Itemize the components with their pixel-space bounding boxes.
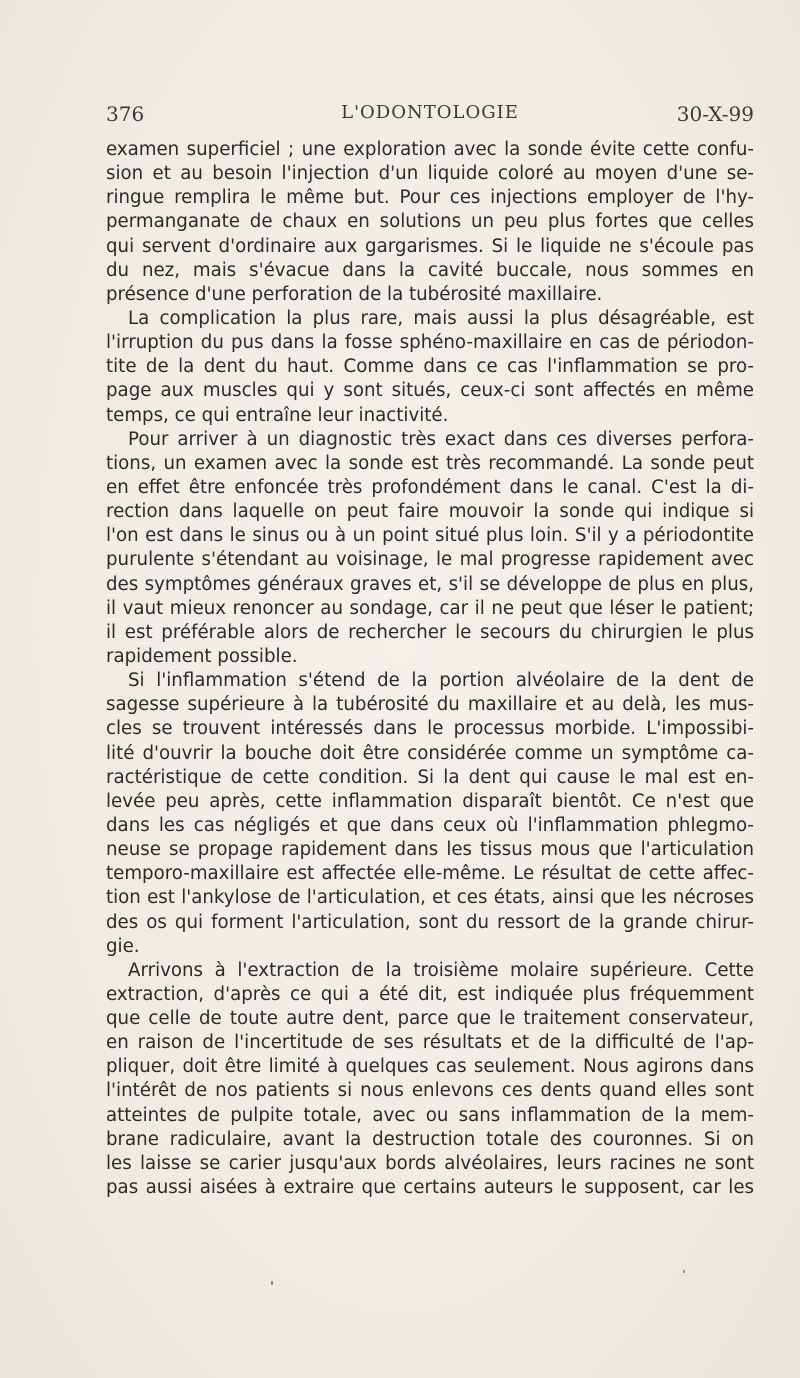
text-line: tions, un examen avec la sonde est très recommandé. La sonde peut [106,452,754,474]
text-line: Si l'inflammation s'étend de la portion alvéolaire de la dent de [128,670,754,692]
text-line: La complication la plus rare, mais aussi la plus désagréable, est [128,307,754,329]
running-title: L'ODONTOLOGIE [341,102,519,123]
text-line: sion et au besoin l'injection d'un liquide coloré au moyen d'une se- [106,163,754,185]
text-line: brane radiculaire, avant la destruction totale des couronnes. Si on [106,1128,754,1150]
text-line: tion est l'ankylose de l'articulation, et ces états, ainsi que les nécroses [106,887,754,909]
text-line: les laisse se carier jusqu'aux bords alvéolaires, leurs racines ne sont [106,1152,754,1174]
text-line: tite de la dent du haut. Comme dans ce cas l'inflammation se pro- [106,356,754,378]
text-line: en raison de l'incertitude de ses résultats et de la difficulté de l'ap- [106,1032,754,1054]
text-line: du nez, mais s'évacue dans la cavité buccale, nous sommes en [106,259,754,281]
text-line: sagesse supérieure à la tubérosité du maxillaire et au delà, les mus- [106,694,754,716]
text-line: rection dans laquelle on peut faire mouvoir la sonde qui indique si [106,501,754,523]
text-line: examen superficiel ; une exploration avec la sonde évite cette confu- [106,139,754,160]
text-line: qui servent d'ordinaire aux gargarismes. Si le liquide ne s'écoule pas [106,235,754,257]
text-line: cles se trouvent intéressés dans le processus morbide. L'impossibi- [106,718,754,740]
text-line: extraction, d'après ce qui a été dit, est indiquée plus fréquemment [106,983,754,1005]
text-line: il est préférable alors de rechercher le secours du chirurgien le plus [106,621,754,643]
text-line: ractéristique de cette condition. Si la dent qui cause le mal est en- [106,766,754,788]
text-line: rapidement possible. [106,645,298,667]
text-line: Arrivons à l'extraction de la troisième molaire supérieure. Cette [128,959,754,981]
text-line: en effet être enfoncée très profondément dans le canal. C'est la di- [106,476,754,498]
text-line: présence d'une perforation de la tubérosité maxillaire. [106,283,603,305]
text-line: page aux muscles qui y sont situés, ceux-ci sont affectés en même [106,380,754,402]
text-line: lité d'ouvrir la bouche doit être considérée comme un symptôme ca- [106,742,754,764]
text-line: l'on est dans le sinus ou à un point situé plus loin. S'il y a périodontite [106,525,754,547]
text-line: levée peu après, cette inflammation disparaît bientôt. Ce n'est que [106,790,754,812]
text-line: temps, ce qui entraîne leur inactivité. [106,404,449,426]
text-line: neuse se propage rapidement dans les tissus mous que l'articulation [106,839,754,861]
text-line: que celle de toute autre dent, parce que le traitement conservateur, [106,1008,754,1030]
text-line: l'irruption du pus dans la fosse sphéno-maxillaire en cas de périodon- [106,332,754,354]
text-line: gie. [106,935,140,957]
text-line: purulente s'étendant au voisinage, le mal progresse rapidement avec [106,549,754,571]
text-line: des os qui forment l'articulation, sont du ressort de la grande chirur- [106,911,754,933]
text-line: pas aussi aisées à extraire que certains auteurs le supposent, car les [106,1177,754,1199]
page-number: 376 [106,102,145,126]
running-header [106,102,754,132]
body-text [106,138,754,1200]
text-line: dans les cas négligés et que dans ceux où l'inflammation phlegmo- [106,814,754,836]
paper-speck [683,1270,685,1273]
paper-speck [271,1281,273,1285]
issue-date: 30-X-99 [676,102,754,126]
text-line: permanganate de chaux en solutions un peu plus fortes que celles [106,211,754,233]
text-line: ringue remplira le même but. Pour ces injections employer de l'hy- [106,187,754,209]
text-line: Pour arriver à un diagnostic très exact dans ces diverses perfora- [128,428,754,450]
text-line: il vaut mieux renoncer au sondage, car il ne peut que léser le patient; [106,597,754,619]
text-line: des symptômes généraux graves et, s'il se développe de plus en plus, [106,573,754,595]
text-line: l'intérêt de nos patients si nous enlevons ces dents quand elles sont [106,1080,754,1102]
text-line: temporo-maxillaire est affectée elle-même. Le résultat de cette affec- [106,863,754,885]
text-line: pliquer, doit être limité à quelques cas seulement. Nous agirons dans [106,1056,754,1078]
text-line: atteintes de pulpite totale, avec ou sans inflammation de la mem- [106,1104,754,1126]
